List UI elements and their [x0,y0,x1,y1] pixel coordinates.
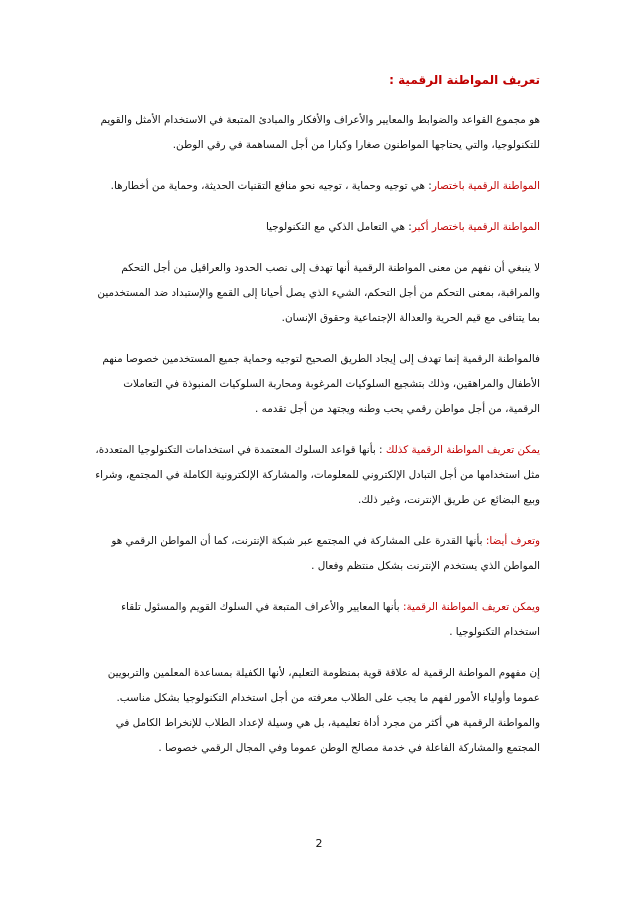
paragraph-text: : هي توجيه وحماية ، توجيه نحو منافع التقنيات الحديثة، وحماية من أخطارها. [110,180,432,192]
paragraph-lead: المواطنة الرقمية باختصار أكبر [411,221,540,233]
paragraph-text: فالمواطنة الرقمية إنما تهدف إلى إيجاد الطريق الصحيح لتوجيه وحماية جميع المستخدمين خصوصا منهم الأطفال والمراهقين، وذلك بتشجيع السلوكيات المرغوبة ومحاربة السلوكيات المنبوذة في التعاملات الرقمية، من أجل مواطن رقمي يحب وطنه ويجتهد من أجل تقدمه . [102,353,540,415]
paragraph-text: : هي التعامل الذكي مع التكنولوجيا [265,221,412,233]
paragraph-definition [95,108,540,158]
paragraph-purpose [95,347,540,422]
paragraph-text: بأنها المعايير والأعراف المتبعة في السلوك القويم والمسئول تلقاء استخدام التكنولوجيا . [121,601,540,638]
paragraph-conduct-rules [95,438,540,513]
paragraph-lead: ويمكن تعريف المواطنة الرقمية: [402,601,540,613]
paragraph-text: : بأنها قواعد السلوك المعتمدة في استخدامات التكنولوجيا المتعددة، مثل استخدامها من أجل التبادل الإلكتروني للمعلومات، والمشاركة الإلكترونية الكاملة في المجتمع، وشراء وبيع البضائع عن طريق الإنترنت، وغير ذلك. [95,444,540,506]
paragraph-text: هو مجموع القواعد والضوابط والمعايير والأعراف والأفكار والمبادئ المتبعة في الاستخدام الأمثل والقويم للتكنولوجيا، والتي يحتاجها المواطنون صغارا وكبارا من أجل المساهمة في رقي الوطن. [100,114,540,151]
paragraph-norms [95,595,540,645]
document-body [95,70,540,777]
page-number: 2 [315,837,323,850]
paragraph-lead: وتعرف أيضا: [485,535,540,547]
paragraph-not-control [95,256,540,331]
paragraph-text: بأنها القدرة على المشاركة في المجتمع عبر شبكة الإنترنت، كما أن المواطن الرقمي هو المواطن الذي يستخدم الإنترنت بشكل منتظم وفعال . [111,535,540,572]
paragraph-participation [95,529,540,579]
paragraph-text: إن مفهوم المواطنة الرقمية له علاقة قوية بمنظومة التعليم، لأنها الكفيلة بمساعدة المعلمين والتربويين عموما وأولياء الأمور لفهم ما يجب على الطلاب معرفته من أجل استخدام التكنولوجيا بشكل مناسب. والمواطنة الرقمية هي أكثر من مجرد أداة تعليمية، بل هي وسيلة لإعداد الطلاب للإنخراط الكامل في المجتمع والمشاركة الفاعلة في خدمة مصالح الوطن عموما وفي المجال الرقمي خصوصا . [107,667,540,754]
paragraph-text: لا ينبغي أن نفهم من معنى المواطنة الرقمية أنها تهدف إلى نصب الحدود والعراقيل من أجل التحكم والمراقبة، بمعنى التحكم من أجل التحكم، الشيء الذي يصل أحيانا إلى القمع والإستبداد ضد المستخدمين بما يتنافى مع قيم الحرية والعدالة الإجتماعية وحقوق الإنسان. [97,262,540,324]
paragraph-short-definition [95,174,540,199]
paragraph-shorter-definition [95,215,540,240]
paragraph-lead: المواطنة الرقمية باختصار [431,180,540,192]
paragraph-lead: يمكن تعريف المواطنة الرقمية كذلك [385,444,540,456]
paragraph-education [95,661,540,761]
page-title: تعريف المواطنة الرقمية : [389,73,540,87]
